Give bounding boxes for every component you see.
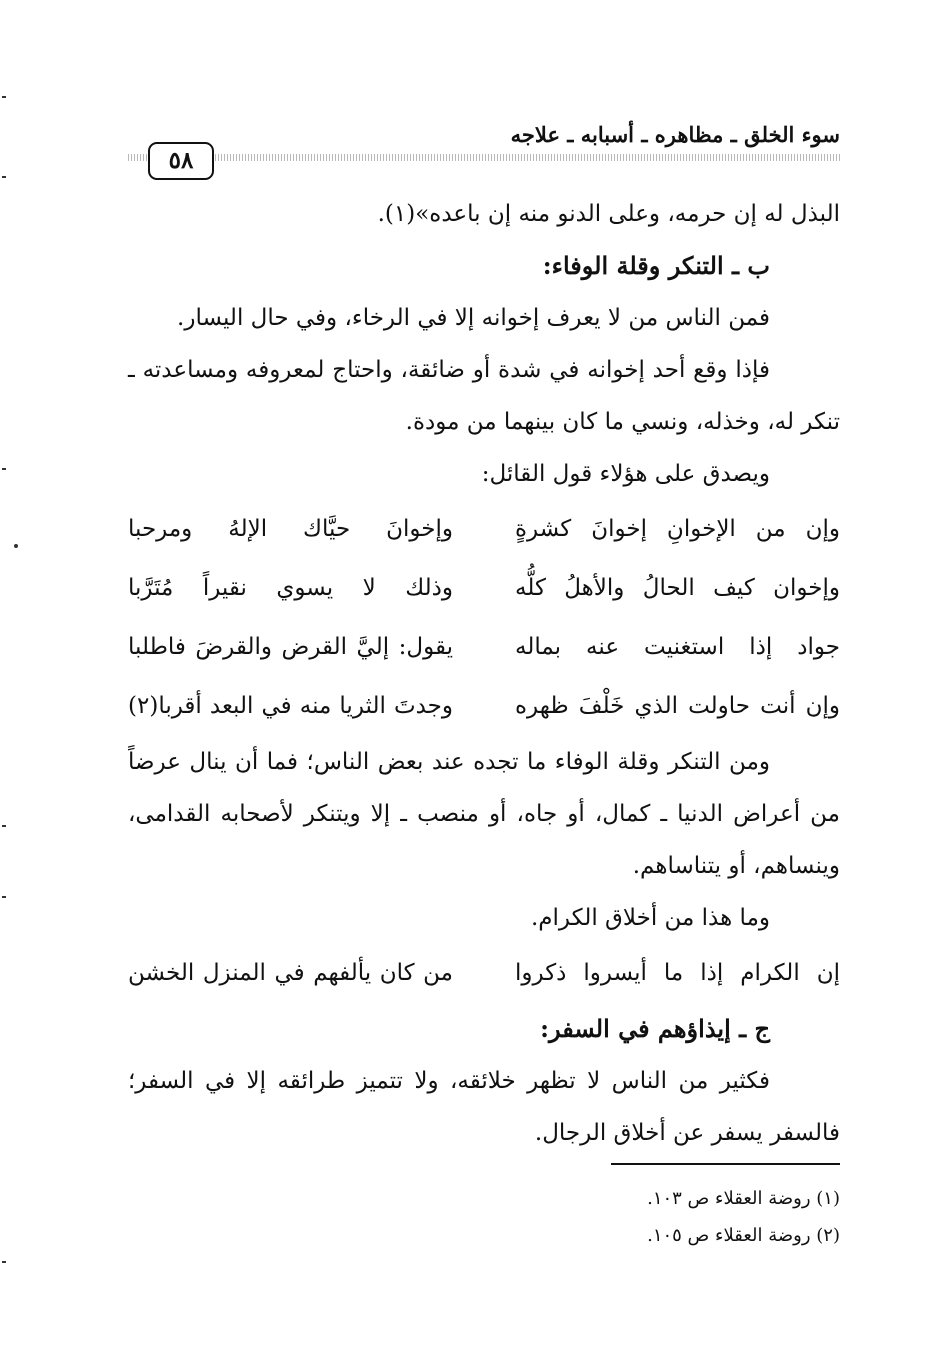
scan-speck [2, 96, 6, 98]
header-rule [128, 154, 840, 161]
body-text [128, 188, 840, 1159]
verse-first-hemistich: وإن أنت حاولت الذي خَلْفَ ظهره [515, 693, 840, 719]
paragraph: وما هذا من أخلاق الكرام. [530, 905, 770, 931]
verse-line [128, 559, 840, 618]
scan-speck [2, 468, 6, 470]
verse-second-hemistich: وإخوانَ حيَّاك الإلهُ ومرحبا [128, 516, 453, 542]
scan-speck [2, 1261, 6, 1263]
scan-speck [2, 825, 6, 827]
page-header [128, 118, 840, 180]
section-heading-c: ج ـ إيذاؤهم في السفر: [540, 1014, 770, 1043]
running-title: سوء الخلق ـ مظاهره ـ أسبابه ـ علاجه [510, 122, 840, 147]
paragraph: ويصدق على هؤلاء قول القائل: [481, 461, 770, 487]
verse-first-hemistich: وإن من الإخوانِ إخوانَ كشرةٍ [515, 516, 840, 542]
footnote-separator [611, 1163, 840, 1165]
paragraph: فكثير من الناس لا تظهر خلائقه، ولا تتميز طرائقه إلا في السفر؛ فالسفر يسفر عن أخلاق الرجال. [128, 1068, 840, 1146]
verse-line [128, 944, 840, 1003]
verse-line [128, 618, 840, 677]
continued-line: البذل له إن حرمه، وعلى الدنو منه إن باعده»(١). [377, 201, 840, 227]
page-number: ٥٨ [148, 142, 214, 180]
verse-second-hemistich: من كان يألفهم في المنزل الخشن [128, 960, 453, 986]
section-heading-b: ب ـ التنكر وقلة الوفاء: [542, 251, 770, 280]
paragraph: فإذا وقع أحد إخوانه في شدة أو ضائقة، واحتاج لمعروفه ومساعدته ـ تنكر له، وخذله، ونسي ما كان بينهما من مودة. [128, 357, 840, 435]
footnotes [420, 1180, 840, 1254]
footnote-1: (١) روضة العقلاء ص ١٠٣. [647, 1188, 840, 1209]
footnote-2: (٢) روضة العقلاء ص ١٠٥. [647, 1225, 840, 1246]
verse-line [128, 677, 840, 736]
verse-second-hemistich: يقول: إليَّ القرض والقرضَ فاطلبا [128, 634, 453, 660]
paragraph: فمن الناس من لا يعرف إخوانه إلا في الرخاء، وفي حال اليسار. [177, 305, 770, 331]
verse-first-hemistich: وإخوان كيف الحالُ والأهلُ كلُّه [515, 575, 840, 601]
verse-second-hemistich: وجدتَ الثريا منه في البعد أقربا(٢) [128, 693, 453, 719]
paragraph: ومن التنكر وقلة الوفاء ما تجده عند بعض الناس؛ فما أن ينال عرضاً من أعراض الدنيا ـ كمال، أو جاه، أو منصب ـ إلا ويتنكر لأصحابه القدامى، وينساهم، أو يتناساهم. [128, 749, 840, 879]
verse-line [128, 500, 840, 559]
scan-speck [2, 896, 6, 898]
verse-first-hemistich: جواد إذا استغنيت عنه بماله [515, 634, 840, 660]
scan-speck [14, 544, 18, 548]
verse-first-hemistich: إن الكرام إذا ما أيسروا ذكروا [515, 960, 840, 986]
scan-speck [2, 176, 6, 178]
verse-second-hemistich: وذلك لا يسوي نقيراً مُتَرَّبا [128, 575, 453, 601]
